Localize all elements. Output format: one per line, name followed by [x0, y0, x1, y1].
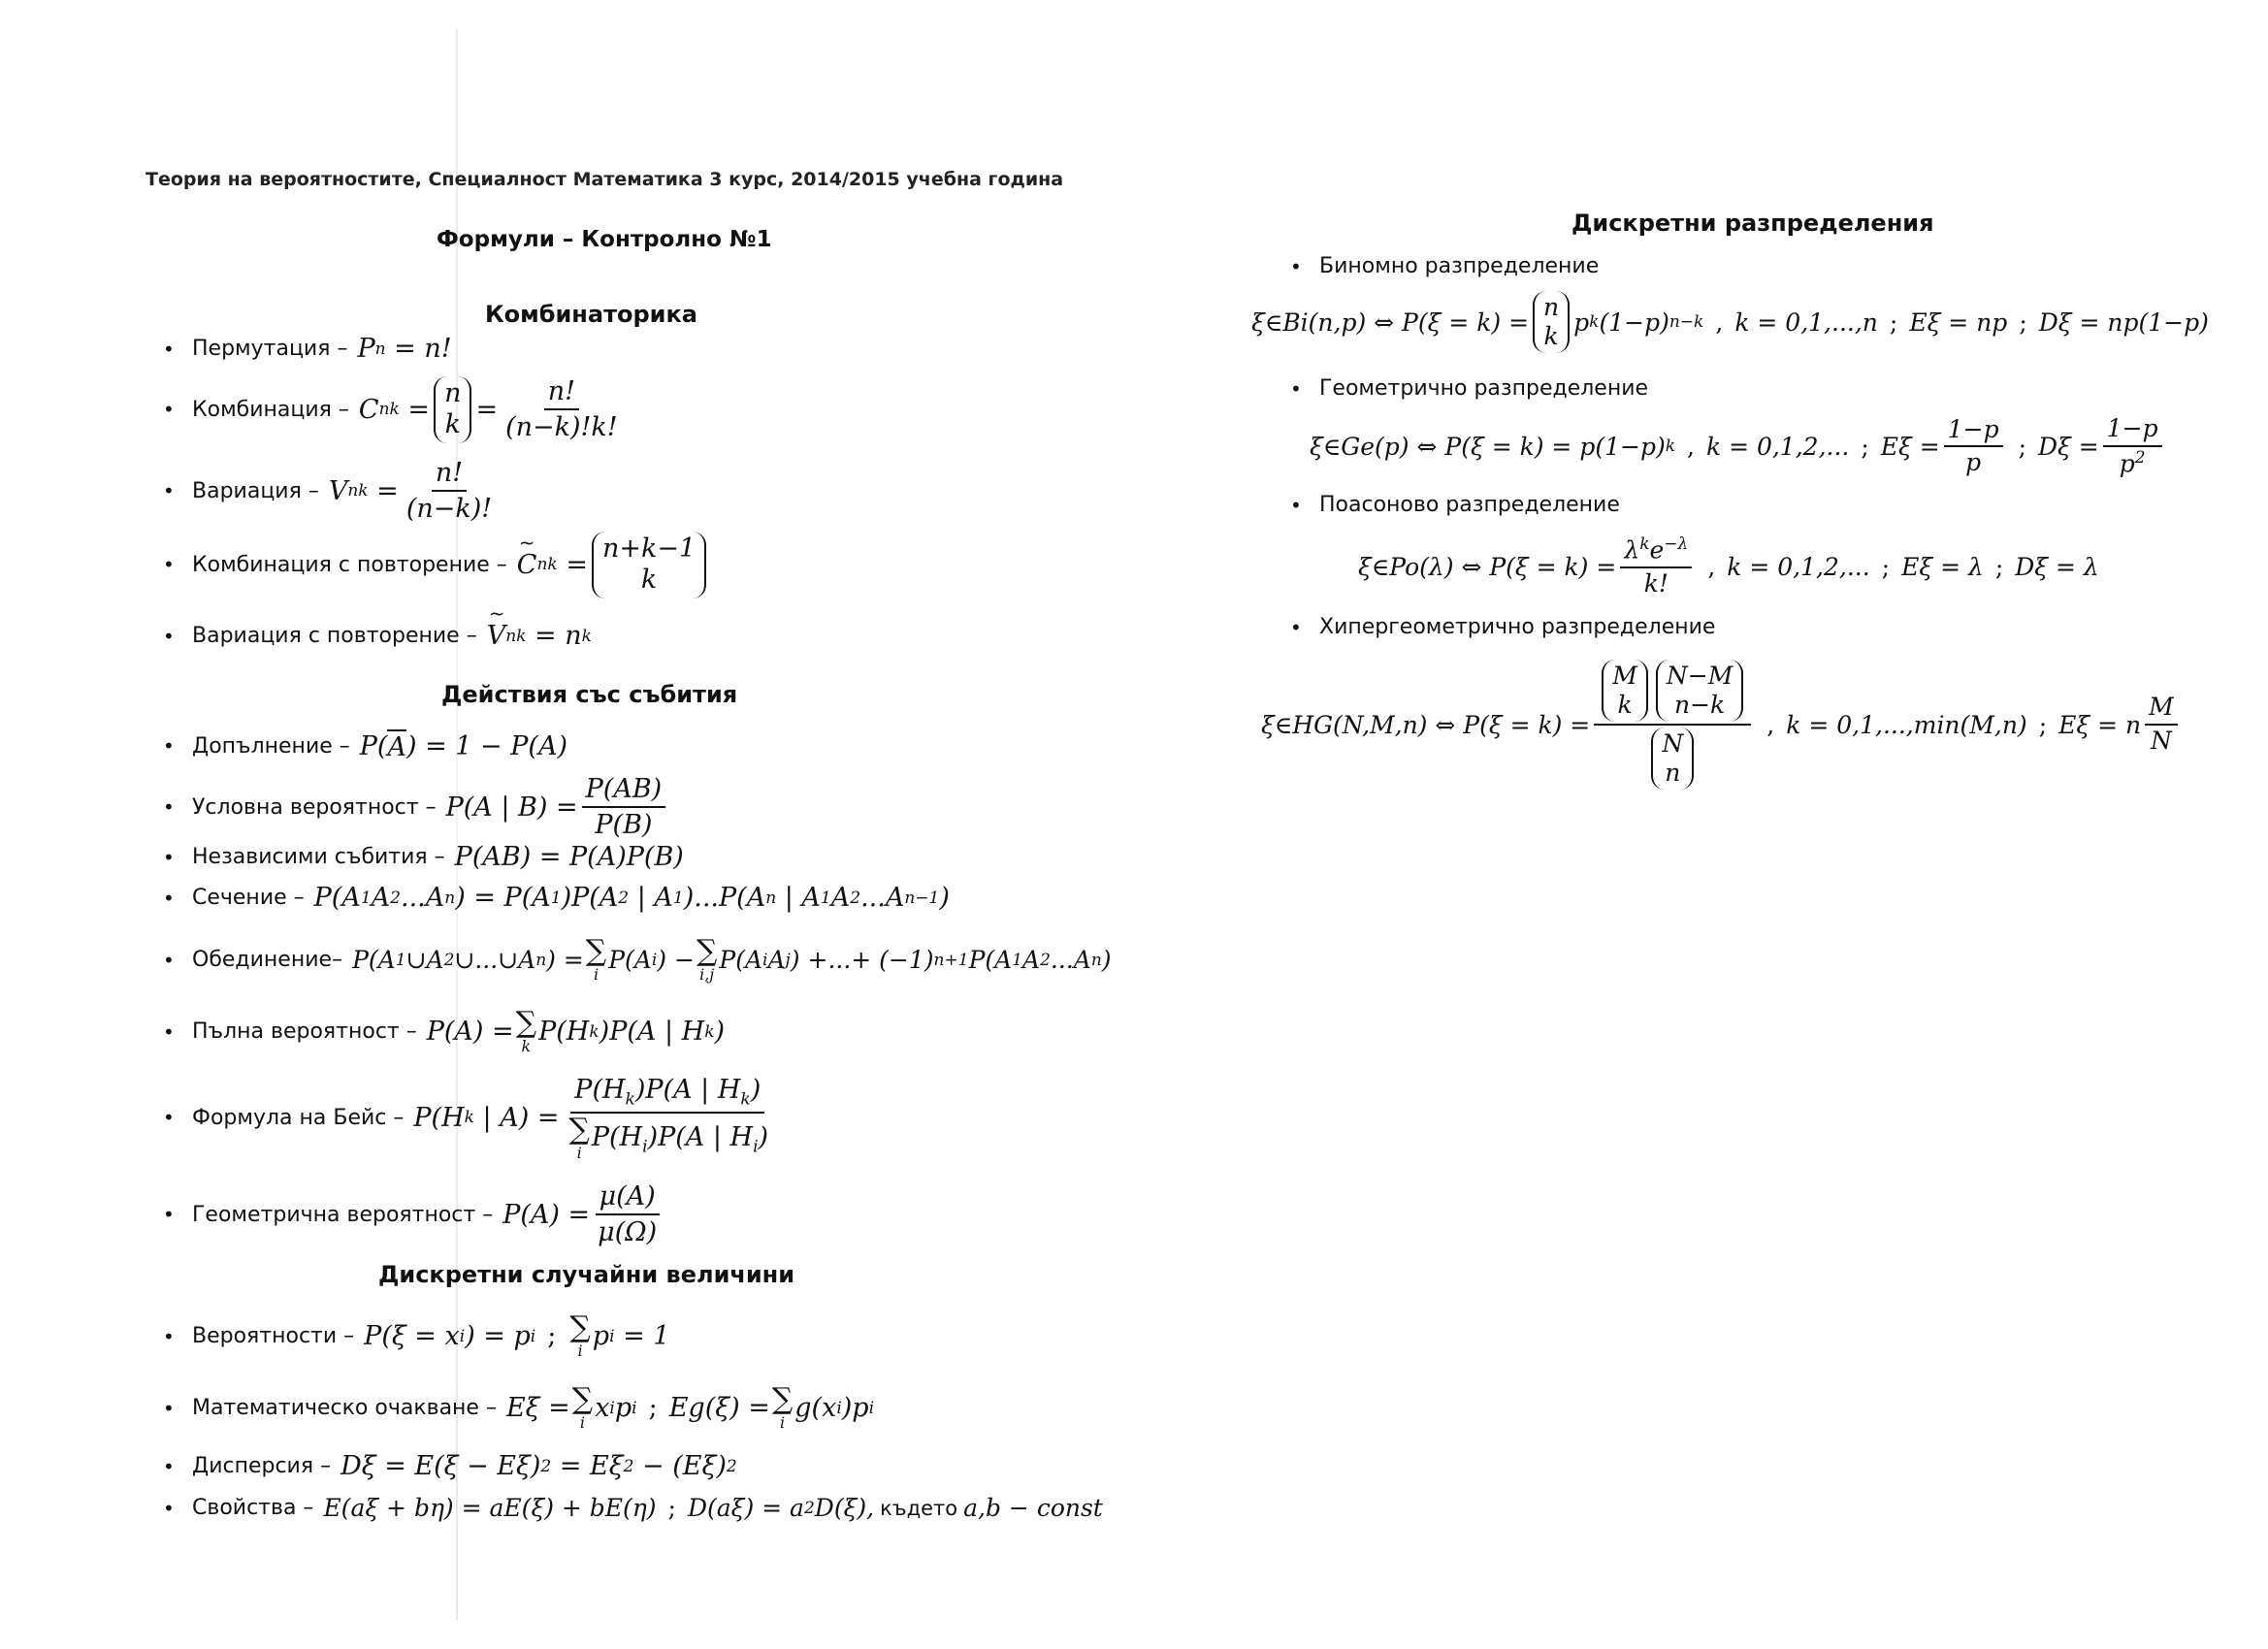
formula-binomial — [1251, 291, 2209, 353]
math-bayes: P(H k | A) = $P(H_k)P(A$ | $H_k$) ∑ i $P(H_i)P(A$ | $H_i$) — [413, 1075, 769, 1162]
bullet: • — [163, 948, 175, 972]
math-complement: P( A ) = 1 − P(A) — [359, 730, 567, 762]
bullet: • — [163, 1324, 175, 1348]
label-permutation: Пермутация – — [192, 337, 348, 361]
math-geometric: ξ∈Ge(p) ⇔ P(ξ = k) = p(1−p) k , k = 0,1,2,... ; Eξ = $\frac{1-p}{p}$ ; Dξ = $\frac{1-p}{p^2}$ — [1310, 415, 2166, 478]
label-variation-repetition: Вариация с повторение – — [192, 624, 477, 648]
label-binomial: Биномно разпределение — [1319, 254, 1600, 278]
text-where: където — [880, 1496, 958, 1520]
bullet: • — [163, 1019, 175, 1044]
bullet: • — [163, 1454, 175, 1478]
label-poisson: Поасоново разпределение — [1319, 493, 1620, 517]
formula-independent — [163, 842, 684, 872]
label-hypergeometric: Хипергеометрично разпределение — [1319, 615, 1716, 639]
math-union: P(A 1 ∪A 2 ∪...∪A n ) = ∑ i P(A i ) − ∑ i,j P(A i A j ) +...+ (−1) n+1 P(A 1 A 2 ...A n ) — [352, 934, 1112, 984]
math-hypergeometric: ξ∈HG(N,M,n) ⇔ P(ξ = k) = M k N−M n−k N n , k = 0,1,...,min(M,n) ; Eξ = n $\frac{M}{N}$ — [1261, 660, 2182, 790]
label-probabilities: Вероятности – — [192, 1324, 355, 1348]
math-expectation: Eξ = ∑ i x i p i ; Eg(ξ) = ∑ i g(x i )p i — [505, 1382, 875, 1432]
math-permutation: P n = n! — [357, 334, 452, 364]
item-hypergeometric — [1290, 615, 1715, 639]
label-union: Обединение– — [192, 948, 343, 972]
formula-intersection — [163, 883, 950, 913]
label-bayes: Формула на Бейс – — [192, 1105, 405, 1130]
label-geometric-probability: Геометрична вероятност – — [192, 1202, 494, 1227]
section-distributions: Дискретни разпределения — [1571, 210, 1934, 237]
course-header: Теория на вероятностите, Специалност Математика 3 курс, 2014/2015 учебна година — [146, 169, 1064, 190]
math-variation: V n k = $\frac{n!}{(n-k)!}$ — [328, 458, 493, 525]
formula-expectation — [163, 1382, 875, 1432]
math-conditional: P(A | B) = $\frac{P(AB)}{P(B)}$ — [446, 774, 670, 840]
bullet: • — [163, 795, 175, 820]
formula-hypergeometric — [1261, 660, 2182, 790]
formula-union — [163, 934, 1112, 984]
formula-total-probability — [163, 1006, 726, 1055]
formula-bayes — [163, 1075, 776, 1161]
bullet: • — [1290, 254, 1302, 278]
bullet: • — [163, 1106, 175, 1130]
bullet: • — [1290, 615, 1302, 639]
label-complement: Допълнение – — [192, 733, 350, 759]
bullet: • — [163, 398, 175, 422]
formula-combination — [163, 376, 626, 443]
bullet: • — [163, 734, 175, 758]
bullet: • — [163, 553, 175, 577]
math-binomial: ξ∈Bi(n,p) ⇔ P(ξ = k) = n k p k (1−p) n−k , k = 0,1,...,n ; Eξ = np ; Dξ = np(1−p) — [1251, 291, 2209, 353]
math-combination-repetition: ~ C n k = n+k−1 k — [517, 532, 710, 598]
math-intersection: P(A 1 A 2 ...A n ) = P(A 1 )P(A 2 | A 1 )...P(A n | A 1 A 2 ...A n−1 ) — [313, 883, 950, 913]
bullet: • — [163, 1496, 175, 1520]
section-random-variables: Дискретни случайни величини — [378, 1261, 795, 1288]
label-conditional: Условна вероятност – — [192, 794, 437, 820]
bullet: • — [163, 845, 175, 869]
label-properties: Свойства – — [192, 1496, 314, 1520]
math-geometric-probability: P(A) = $\frac{\mu(A)}{\mu(\Omega)}$ — [502, 1181, 664, 1247]
bullet: • — [163, 886, 175, 910]
formula-permutation — [163, 334, 452, 364]
formula-probabilities — [163, 1310, 670, 1360]
label-intersection: Сечение – — [192, 886, 305, 910]
bullet: • — [1290, 493, 1302, 517]
bullet: • — [163, 479, 175, 503]
formula-geometric-probability — [163, 1181, 664, 1247]
label-variation: Вариация – — [192, 478, 319, 503]
item-binomial — [1290, 254, 1599, 278]
label-expectation: Математическо очакване – — [192, 1396, 497, 1420]
math-variation-repetition: ~ V n k = n k — [487, 621, 592, 651]
label-combination: Комбинация – — [192, 397, 349, 422]
label-combination-repetition: Комбинация с повторение – — [192, 552, 507, 577]
bullet: • — [163, 1203, 175, 1227]
math-total-probability: P(A) = ∑ k P(H k )P(A | H k ) — [426, 1006, 726, 1055]
bullet: • — [163, 1396, 175, 1420]
formula-combination-repetition — [163, 532, 710, 598]
bullet: • — [1290, 376, 1302, 401]
label-independent: Независими събития – — [192, 845, 445, 869]
label-total-probability: Пълна вероятност – — [192, 1019, 417, 1044]
label-geometric: Геометрично разпределение — [1319, 376, 1649, 401]
math-probabilities: P(ξ = x i ) = p i ; ∑ i p i = 1 — [364, 1310, 670, 1360]
formula-variance — [163, 1451, 737, 1481]
math-variance: Dξ = E(ξ − Eξ) 2 = Eξ 2 − (Eξ) 2 — [340, 1451, 737, 1481]
label-variance: Дисперсия – — [192, 1454, 332, 1478]
formula-variation — [163, 458, 500, 524]
formula-conditional — [163, 774, 669, 840]
math-poisson: ξ∈Po(λ) ⇔ P(ξ = k) = $\frac{\lambda^ke^{-\lambda}}{k!}$ , k = 0,1,2,... ; Eξ = λ ; Dξ = λ — [1358, 534, 2099, 598]
bullet: • — [163, 337, 175, 361]
math-independent: P(AB) = P(A)P(B) — [454, 842, 684, 872]
math-combination: C n k = n k = $\frac{n!}{(n-k)!k!}$ — [358, 376, 618, 443]
document-title: Формули – Контролно №1 — [437, 227, 772, 252]
section-events: Действия със събития — [441, 681, 738, 708]
formula-properties — [163, 1494, 1103, 1522]
formula-complement — [163, 729, 567, 762]
formula-variation-repetition — [163, 621, 592, 651]
formula-poisson — [1358, 535, 2099, 598]
item-poisson — [1290, 493, 1620, 517]
item-geometric — [1290, 376, 1648, 401]
bullet: • — [163, 624, 175, 648]
math-properties: E(aξ + bη) = aE(ξ) + bE(η) ; D(aξ) = a 2 D(ξ), където a,b − const — [323, 1494, 1103, 1522]
section-combinatorics: Комбинаторика — [485, 301, 697, 328]
formula-geometric — [1310, 415, 2166, 478]
